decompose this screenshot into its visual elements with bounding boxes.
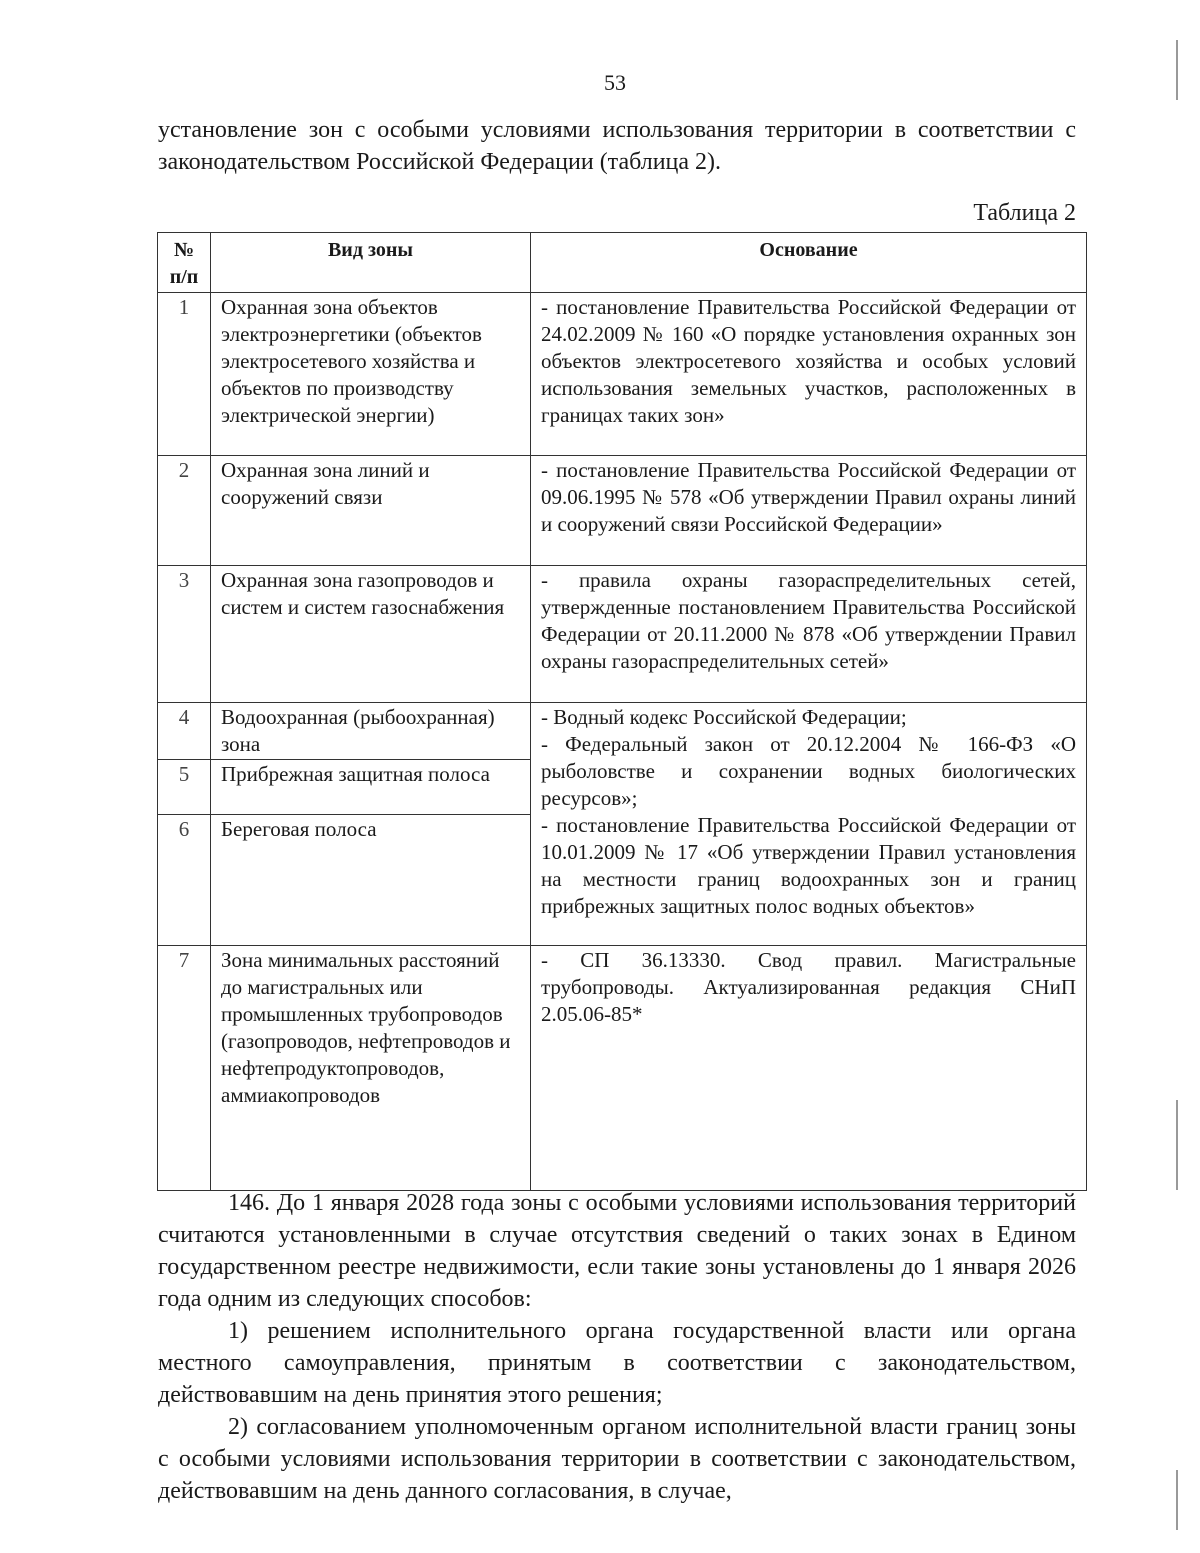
paragraph-item-1: 1) решением исполнительного органа государственной власти или органа местного самоуправления, принятым в соответствии с законодательством, действовавшим на день принятия этого решения; [158, 1318, 1076, 1408]
zones-table [157, 232, 1087, 1191]
row-num: 6 [158, 815, 211, 946]
scan-margin-mark [1176, 1470, 1178, 1530]
table-row [158, 703, 1087, 760]
row-num: 5 [158, 760, 211, 815]
row-basis-merged [531, 703, 1087, 946]
row-zone: Охранная зона объектов электроэнергетики (объектов электросетевого хозяйства и объектов по производству электрической энергии) [211, 293, 531, 456]
paragraph-146: 146. До 1 января 2028 года зоны с особыми условиями использования территорий считаются установленными в случае отсутствия сведений о таких зонах в Едином государственном реестре недвижимости, если такие зоны установлены до 1 января 2026 года одним из следующих способов: [158, 1190, 1076, 1312]
header-basis: Основание [531, 233, 1087, 293]
row-basis: - правила охраны газораспределительных сетей, утвержденные постановлением Правительства Российской Федерации от 20.11.2000 № 878 «Об утверждении Правил охраны газораспределительных сетей» [531, 566, 1087, 703]
row-basis: - СП 36.13330. Свод правил. Магистральные трубопроводы. Актуализированная редакция СНиП 2.05.06-85* [531, 946, 1087, 1191]
row-num: 1 [158, 293, 211, 456]
table-caption: Таблица 2 [973, 200, 1076, 226]
paragraph-item-2: 2) согласованием уполномоченным органом исполнительной власти границ зоны с особыми условиями использования территории в соответствии с законодательством, действовавшим на день данного согласования, в случае, [158, 1414, 1076, 1504]
table-row [158, 946, 1087, 1191]
scan-margin-mark [1176, 40, 1178, 100]
scan-margin-mark [1176, 1100, 1178, 1190]
body-text [158, 1187, 1076, 1507]
basis-line: - постановление Правительства Российской Федерации от 10.01.2009 № 17 «Об утверждении Правил установления на местности границ водоохранных зон и границ прибрежных защитных полос водных объектов» [541, 813, 1076, 918]
row-num: 3 [158, 566, 211, 703]
row-num: 7 [158, 946, 211, 1191]
row-zone: Зона минимальных расстояний до магистральных или промышленных трубопроводов (газопроводов, нефтепроводов и нефтепродуктопроводов, аммиакопроводов [211, 946, 531, 1191]
row-basis: - постановление Правительства Российской Федерации от 24.02.2009 № 160 «О порядке установления охранных зон объектов электросетевого хозяйства и особых условий использования земельных участков, расположенных в границах таких зон» [531, 293, 1087, 456]
row-zone: Охранная зона газопроводов и систем и систем газоснабжения [211, 566, 531, 703]
basis-line: - Федеральный закон от 20.12.2004 № 166-ФЗ «О рыболовстве и сохранении водных биологических ресурсов»; [541, 732, 1076, 810]
row-zone: Охранная зона линий и сооружений связи [211, 456, 531, 566]
table-header-row [158, 233, 1087, 293]
page-number: 53 [604, 70, 626, 95]
intro-paragraph: установление зон с особыми условиями использования территории в соответствии с законодательством Российской Федерации (таблица 2). [158, 117, 1076, 175]
row-zone: Береговая полоса [211, 815, 531, 946]
table-row [158, 456, 1087, 566]
basis-line: - Водный кодекс Российской Федерации; [541, 705, 907, 729]
row-basis: - постановление Правительства Российской Федерации от 09.06.1995 № 578 «Об утверждении Правил охраны линий и сооружений связи Российской Федерации» [531, 456, 1087, 566]
row-zone: Водоохранная (рыбоохранная) зона [211, 703, 531, 760]
row-zone: Прибрежная защитная полоса [211, 760, 531, 815]
row-num: 4 [158, 703, 211, 760]
table-row [158, 293, 1087, 456]
header-num: № п/п [158, 233, 211, 293]
table-row [158, 566, 1087, 703]
header-zone: Вид зоны [211, 233, 531, 293]
row-num: 2 [158, 456, 211, 566]
